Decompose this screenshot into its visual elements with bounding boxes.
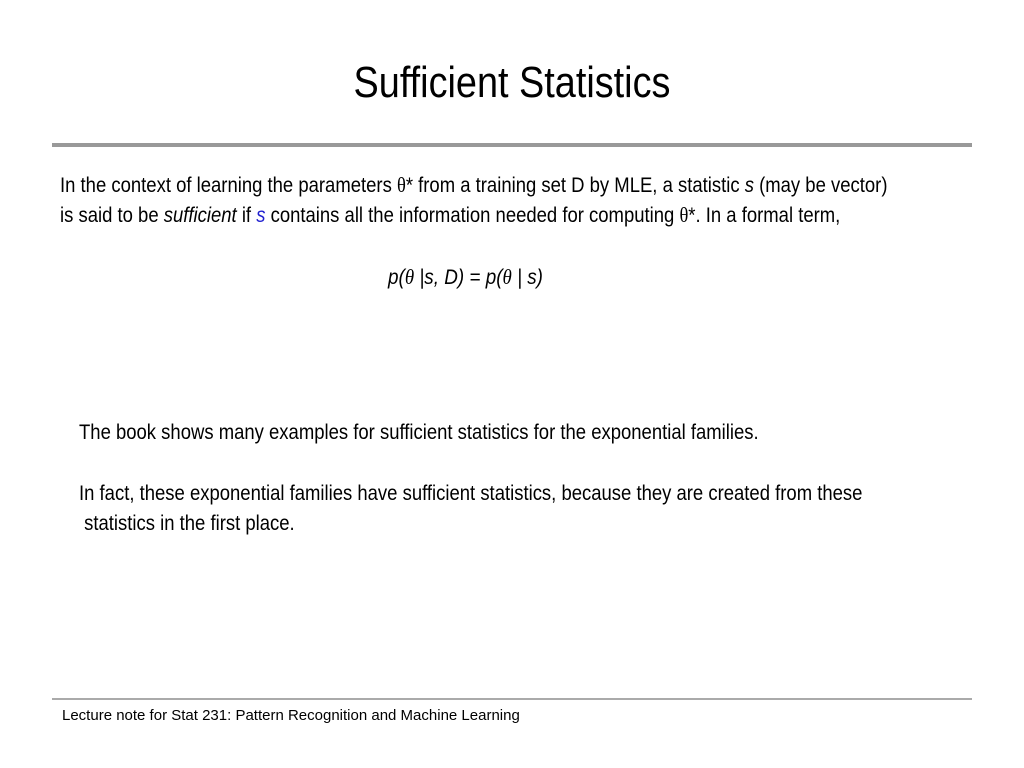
footer-caption: Lecture note for Stat 231: Pattern Recognition and Machine Learning (62, 707, 520, 724)
theta-symbol: θ (679, 203, 689, 227)
definition-text: (may be vector) (753, 174, 888, 197)
theta-symbol: θ (396, 173, 406, 197)
note-paragraph-2-line-2: statistics in the first place. (79, 512, 295, 535)
definition-text: In the context of learning the parameters (60, 174, 397, 197)
definition-line-2 (60, 200, 840, 231)
definition-text: if (236, 204, 257, 227)
footer-divider (52, 698, 972, 700)
sufficient-term: sufficient (163, 204, 237, 227)
formula-theta: θ (502, 265, 512, 289)
definition-text: * from a training set D by MLE, a statistic (405, 174, 745, 197)
definition-text: contains all the information needed for computing (265, 204, 680, 227)
definition-text: *. In a formal term, (688, 204, 841, 227)
formula-part: |s, D) = p( (414, 266, 503, 289)
definition-text: is said to be (60, 204, 164, 227)
formula-part: | s) (511, 266, 543, 289)
slide-title: Sufficient Statistics (353, 58, 671, 107)
definition-line-1 (60, 170, 887, 201)
sufficiency-formula (388, 262, 543, 293)
note-paragraph-2-line-1: In fact, these exponential families have sufficient statistics, because they are created from these (79, 482, 863, 505)
formula-theta: θ (404, 265, 415, 289)
statistic-s: s (744, 174, 754, 197)
note-paragraph-1: The book shows many examples for sufficient statistics for the exponential families. (79, 421, 759, 444)
title-divider (52, 143, 972, 147)
formula-part: p( (388, 266, 405, 289)
statistic-s-highlight: s (256, 204, 266, 227)
